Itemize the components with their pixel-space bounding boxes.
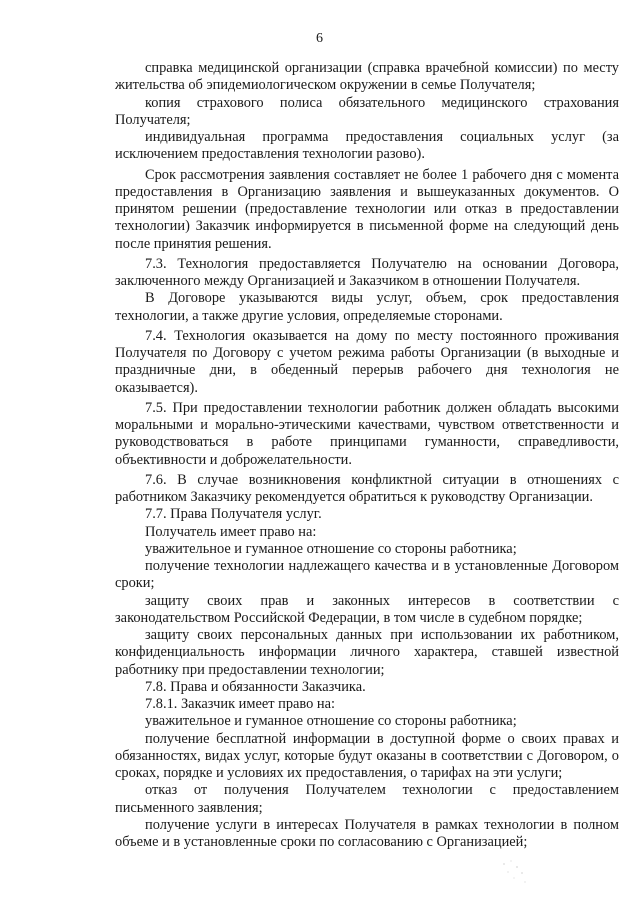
list-item: получение технологии надлежащего качества и в установленные Договором сроки; <box>115 558 619 592</box>
paragraph: 7.3. Технология предоставляется Получателю на основании Договора, заключенного между Организацией и Заказчиком в отношении Получателя. <box>115 255 619 289</box>
paragraph: Получатель имеет право на: <box>145 523 317 540</box>
section-heading: 7.7. Права Получателя услуг. <box>145 506 322 523</box>
paragraph: копия страхового полиса обязательного медицинского страхования Получателя; <box>115 94 619 128</box>
paragraph: индивидуальная программа предоставления социальных услуг (за исключением предоставления технологии разово). <box>115 129 619 163</box>
section-heading: 7.8. Права и обязанности Заказчика. <box>145 678 366 695</box>
list-item: уважительное и гуманное отношение со стороны работника; <box>145 540 517 557</box>
paragraph: 7.4. Технология оказывается на дому по месту постоянного проживания Получателя по Договору с учетом режима работы Организации (в выходные и праздничные дни, в обеденный перерыв рабочего дня технология не оказывается). <box>115 327 619 396</box>
document-body <box>115 60 619 851</box>
paragraph: Срок рассмотрения заявления составляет не более 1 рабочего дня с момента предоставления в Организацию заявления и вышеуказанных документов. О принятом решении (предоставление технологии или отказ в предоставлении технологии) Заказчик информируется в письменной форме на следующий день после принятия решения. <box>115 166 619 252</box>
list-item: защиту своих персональных данных при использовании их работником, конфиденциальность информации личного характера, ставшей известной работнику при предоставлении технологии; <box>115 627 619 678</box>
list-item: защиту своих прав и законных интересов в соответствии с законодательством Российской Федерации, в том числе в судебном порядке; <box>115 592 619 626</box>
list-item: получение услуги в интересах Получателя в рамках технологии в полном объеме и в установленные сроки по согласованию с Организацией; <box>115 816 619 850</box>
list-item: получение бесплатной информации в доступной форме о своих правах и обязанностях, видах услуг, которые будут оказаны в соответствии с Договором, о сроках, порядке и условиях их предоставления, о тарифах на эти услуги; <box>115 730 619 781</box>
list-item: отказ от получения Получателем технологии с предоставлением письменного заявления; <box>115 782 619 816</box>
page-number: 6 <box>316 31 323 46</box>
paragraph: 7.5. При предоставлении технологии работник должен обладать высокими моральными и морально-этическими качествами, чувством ответственности и руководствоваться в работе принципами гуманности, справедливости, объективности и доброжелательности. <box>115 399 619 468</box>
subsection-heading: 7.8.1. Заказчик имеет право на: <box>145 696 335 712</box>
paragraph: В Договоре указываются виды услуг, объем, срок предоставления технологии, а также другие условия, определяемые сторонами. <box>115 290 619 324</box>
scan-noise-dots <box>500 858 530 888</box>
paragraph: 7.6. В случае возникновения конфликтной ситуации в отношениях с работником Заказчику рекомендуется обратиться к руководству Организации. <box>115 471 619 505</box>
list-item: уважительное и гуманное отношение со стороны работника; <box>145 713 517 730</box>
paragraph: справка медицинской организации (справка врачебной комиссии) по месту жительства об эпидемиологическом окружении в семье Получателя; <box>115 60 619 94</box>
